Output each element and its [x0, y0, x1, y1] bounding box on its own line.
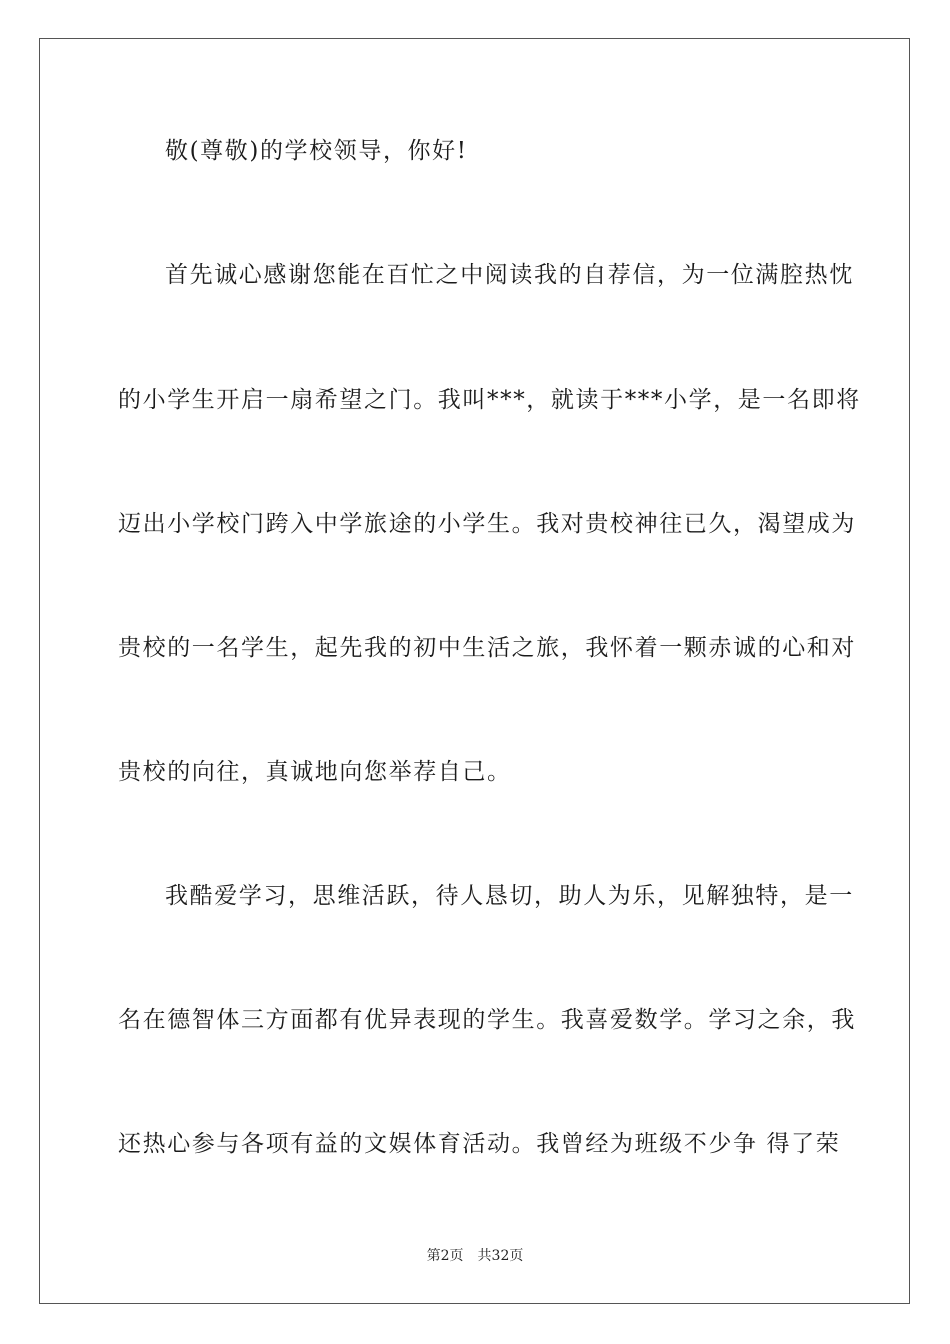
page-number: 第2页 — [426, 1248, 464, 1264]
paragraph-2-line-3: 还热心参与各项有益的文娱体育活动。我曾经为班级不少争 得了荣 — [118, 1131, 841, 1157]
paragraph-1-line-5: 贵校的向往，真诚地向您举荐自己。 — [118, 759, 512, 785]
page-footer — [0, 1247, 950, 1265]
paragraph-1-line-1: 首先诚心感谢您能在百忙之中阅读我的自荐信，为一位满腔热忱 — [165, 262, 854, 288]
page-border — [39, 38, 910, 1304]
paragraph-1-line-2: 的小学生开启一扇希望之门。我叫***，就读于***小学，是一名即将 — [118, 387, 861, 413]
salutation-line: 敬(尊敬)的学校领导，你好! — [165, 138, 468, 164]
paragraph-2-line-2: 名在德智体三方面都有优异表现的学生。我喜爱数学。学习之余，我 — [118, 1007, 856, 1033]
paragraph-1-line-3: 迈出小学校门跨入中学旅途的小学生。我对贵校神往已久，渴望成为 — [118, 511, 856, 537]
paragraph-2-line-1: 我酷爱学习，思维活跃，待人恳切，助人为乐，见解独特，是一 — [165, 883, 854, 909]
paragraph-1-line-4: 贵校的一名学生，起先我的初中生活之旅，我怀着一颗赤诚的心和对 — [118, 635, 856, 661]
page-total: 共32页 — [477, 1248, 524, 1264]
